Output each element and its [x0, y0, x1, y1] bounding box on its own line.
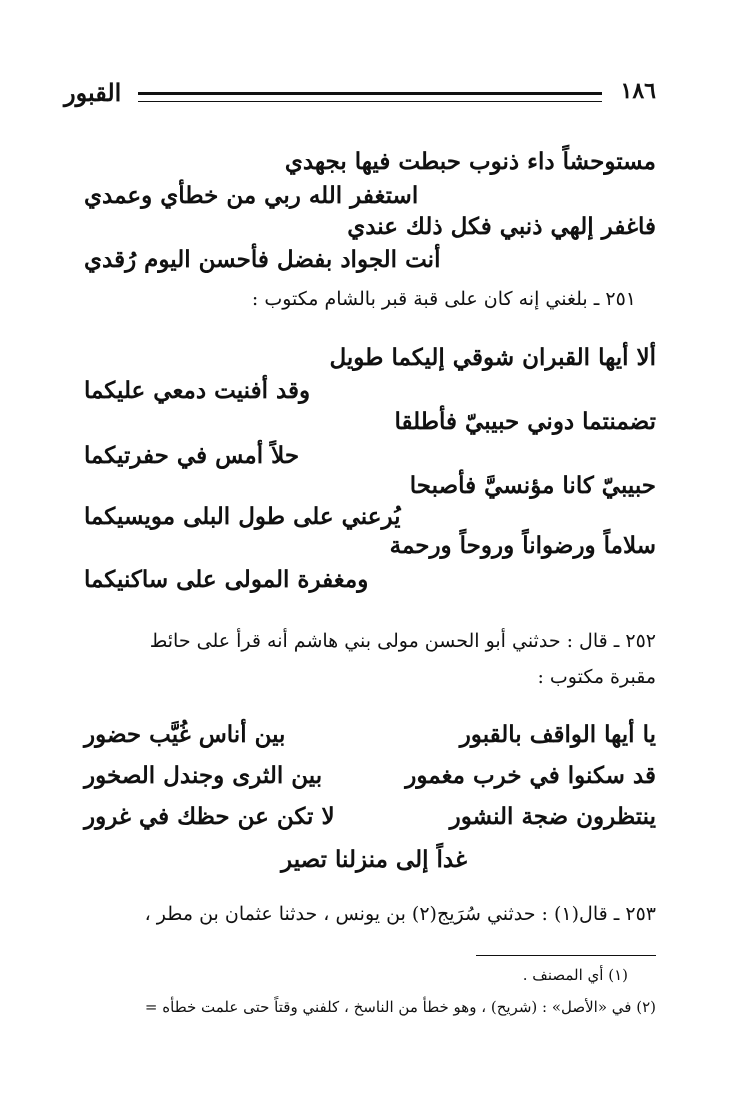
poem2-line-4: حلاً أمس في حفرتيكما	[84, 442, 300, 469]
poem2-line-7: سلاماً ورضواناً وروحاً ورحمة	[389, 532, 656, 559]
item-251-text: ٢٥١ ـ بلغني إنه كان على قبة قبر بالشام مكتوب :	[251, 288, 636, 310]
poem1-line-3: فاغفر إلهي ذنبي فكل ذلك عندي	[347, 213, 656, 240]
item-252-line-1: ٢٥٢ ـ قال : حدثني أبو الحسن مولى بني هاشم أنه قرأ على حائط	[149, 630, 656, 652]
poem1-line-2: استغفر الله ربي من خطأي وعمدي	[84, 182, 419, 209]
poem3-left-1: بين أناس غُيَّب حضور	[84, 721, 286, 748]
item-253-text: ٢٥٣ ـ قال(١) : حدثني سُرَيج(٢) بن يونس ، حدثنا عثمان بن مطر ،	[144, 903, 656, 925]
page-number: ١٨٦	[620, 78, 656, 104]
poem3-right-3: ينتظرون ضجة النشور	[449, 803, 656, 830]
poem2-line-8: ومغفرة المولى على ساكنيكما	[84, 566, 369, 593]
footnote-1: (١) أي المصنف .	[522, 966, 628, 984]
poem2-line-2: وقد أفنيت دمعي عليكما	[84, 377, 311, 404]
poem3-left-3: لا تكن عن حظك في غرور	[84, 803, 335, 830]
poem3-closing-line: غداً إلى منزلنا تصير	[281, 846, 467, 873]
header-rule	[138, 92, 602, 102]
poem1-line-1: مستوحشاً داء ذنوب حبطت فيها بجهدي	[284, 148, 656, 175]
footnote-2: (٢) في «الأصل» : (شريح) ، وهو خطأ من الناسخ ، كلفني وقتاً حتى علمت خطأه =	[144, 998, 656, 1016]
poem3-right-1: يا أيها الواقف بالقبور	[459, 721, 656, 748]
poem2-line-6: يُرعني على طول البلى مويسيكما	[84, 503, 401, 530]
poem3-left-2: بين الثرى وجندل الصخور	[84, 762, 323, 789]
poem2-line-5: حبيبيّ كانا مؤنسيَّ فأصبحا	[409, 472, 656, 499]
footnote-separator	[476, 955, 656, 956]
poem2-line-1: ألا أيها القبران شوقي إليكما طويل	[329, 344, 656, 371]
poem1-line-4: أنت الجواد بفضل فأحسن اليوم رُقدي	[84, 246, 441, 273]
running-header	[64, 78, 656, 112]
item-252-line-2: مقبرة مكتوب :	[537, 666, 656, 688]
chapter-title: القبور	[64, 78, 122, 107]
poem2-line-3: تضمنتما دوني حبيبيّ فأطلقا	[394, 408, 656, 435]
poem3-right-2: قد سكنوا في خرب مغمور	[405, 762, 656, 789]
